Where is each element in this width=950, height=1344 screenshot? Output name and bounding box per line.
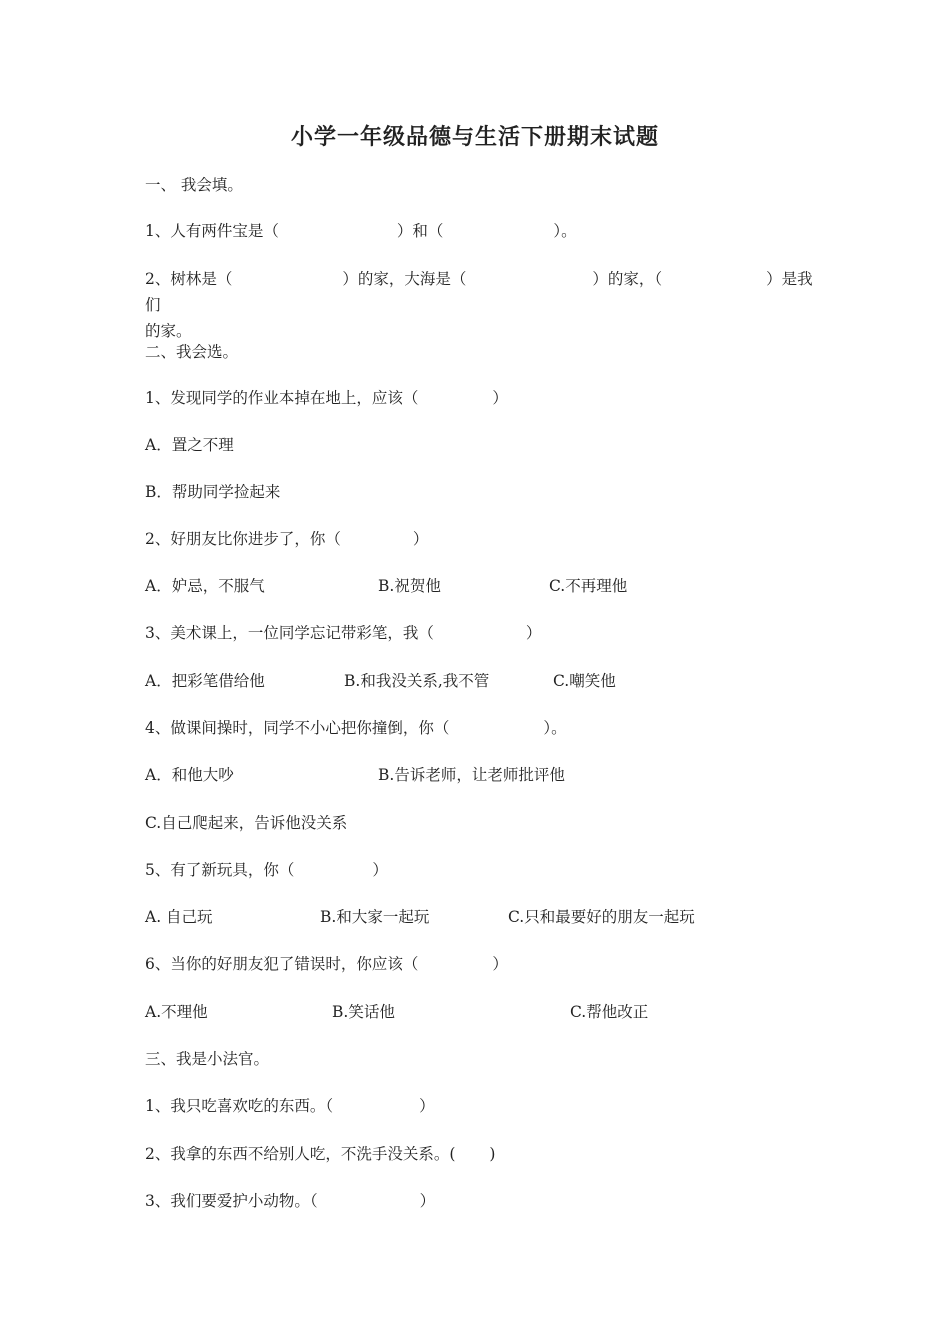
choice-3-option-a: A．把彩笔借给他 xyxy=(145,672,265,690)
choice-2-option-b: B.祝贺他 xyxy=(378,577,441,595)
choice-question-5: 5、有了新玩具，你（ ） xyxy=(145,861,388,879)
choice-5-option-b: B.和大家一起玩 xyxy=(320,908,430,926)
judge-question-1: 1、我只吃喜欢吃的东西。（ ） xyxy=(145,1097,435,1115)
choice-question-3: 3、美术课上，一位同学忘记带彩笔，我（ ） xyxy=(145,624,542,642)
choice-6-option-a: A.不理他 xyxy=(145,1003,208,1021)
choice-1-option-b: B．帮助同学捡起来 xyxy=(145,483,281,501)
choice-5-option-a: A. 自己玩 xyxy=(145,908,213,926)
judge-question-2: 2、我拿的东西不给别人吃，不洗手没关系。( ) xyxy=(145,1145,496,1163)
section-heading-judge: 三、我是小法官。 xyxy=(145,1050,270,1068)
fill-question-2: 2、树林是（ ）的家，大海是（ ）的家，（ ）是我们 的家。 xyxy=(145,270,813,340)
section-heading-choice: 二、我会选。 xyxy=(145,343,239,361)
choice-5-option-c: C.只和最要好的朋友一起玩 xyxy=(508,908,695,926)
choice-3-option-b: B.和我没关系,我不管 xyxy=(344,672,490,690)
section-heading-fill: 一、 我会填。 xyxy=(145,176,243,194)
choice-question-2: 2、好朋友比你进步了，你（ ） xyxy=(145,530,429,548)
choice-4-option-c: C.自己爬起来，告诉他没关系 xyxy=(145,814,348,832)
choice-question-6: 6、当你的好朋友犯了错误时，你应该（ ） xyxy=(145,955,508,973)
fill-question-1: 1、人有两件宝是（ ）和（ ）。 xyxy=(145,222,577,240)
choice-question-4: 4、做课间操时，同学不小心把你撞倒，你（ ）。 xyxy=(145,719,567,737)
choice-2-option-c: C.不再理他 xyxy=(549,577,628,595)
choice-6-option-b: B.笑话他 xyxy=(332,1003,395,1021)
choice-1-option-a: A．置之不理 xyxy=(145,436,234,454)
choice-4-option-a: A．和他大吵 xyxy=(145,766,234,784)
choice-6-option-c: C.帮他改正 xyxy=(570,1003,649,1021)
choice-question-1: 1、发现同学的作业本掉在地上，应该（ ） xyxy=(145,389,508,407)
judge-question-3: 3、我们要爱护小动物。（ ） xyxy=(145,1192,436,1210)
choice-3-option-c: C.嘲笑他 xyxy=(553,672,616,690)
choice-2-option-a: A．妒忌，不服气 xyxy=(145,577,265,595)
choice-4-option-b: B.告诉老师，让老师批评他 xyxy=(378,766,565,784)
page-title: 小学一年级品德与生活下册期末试题 xyxy=(290,124,659,150)
